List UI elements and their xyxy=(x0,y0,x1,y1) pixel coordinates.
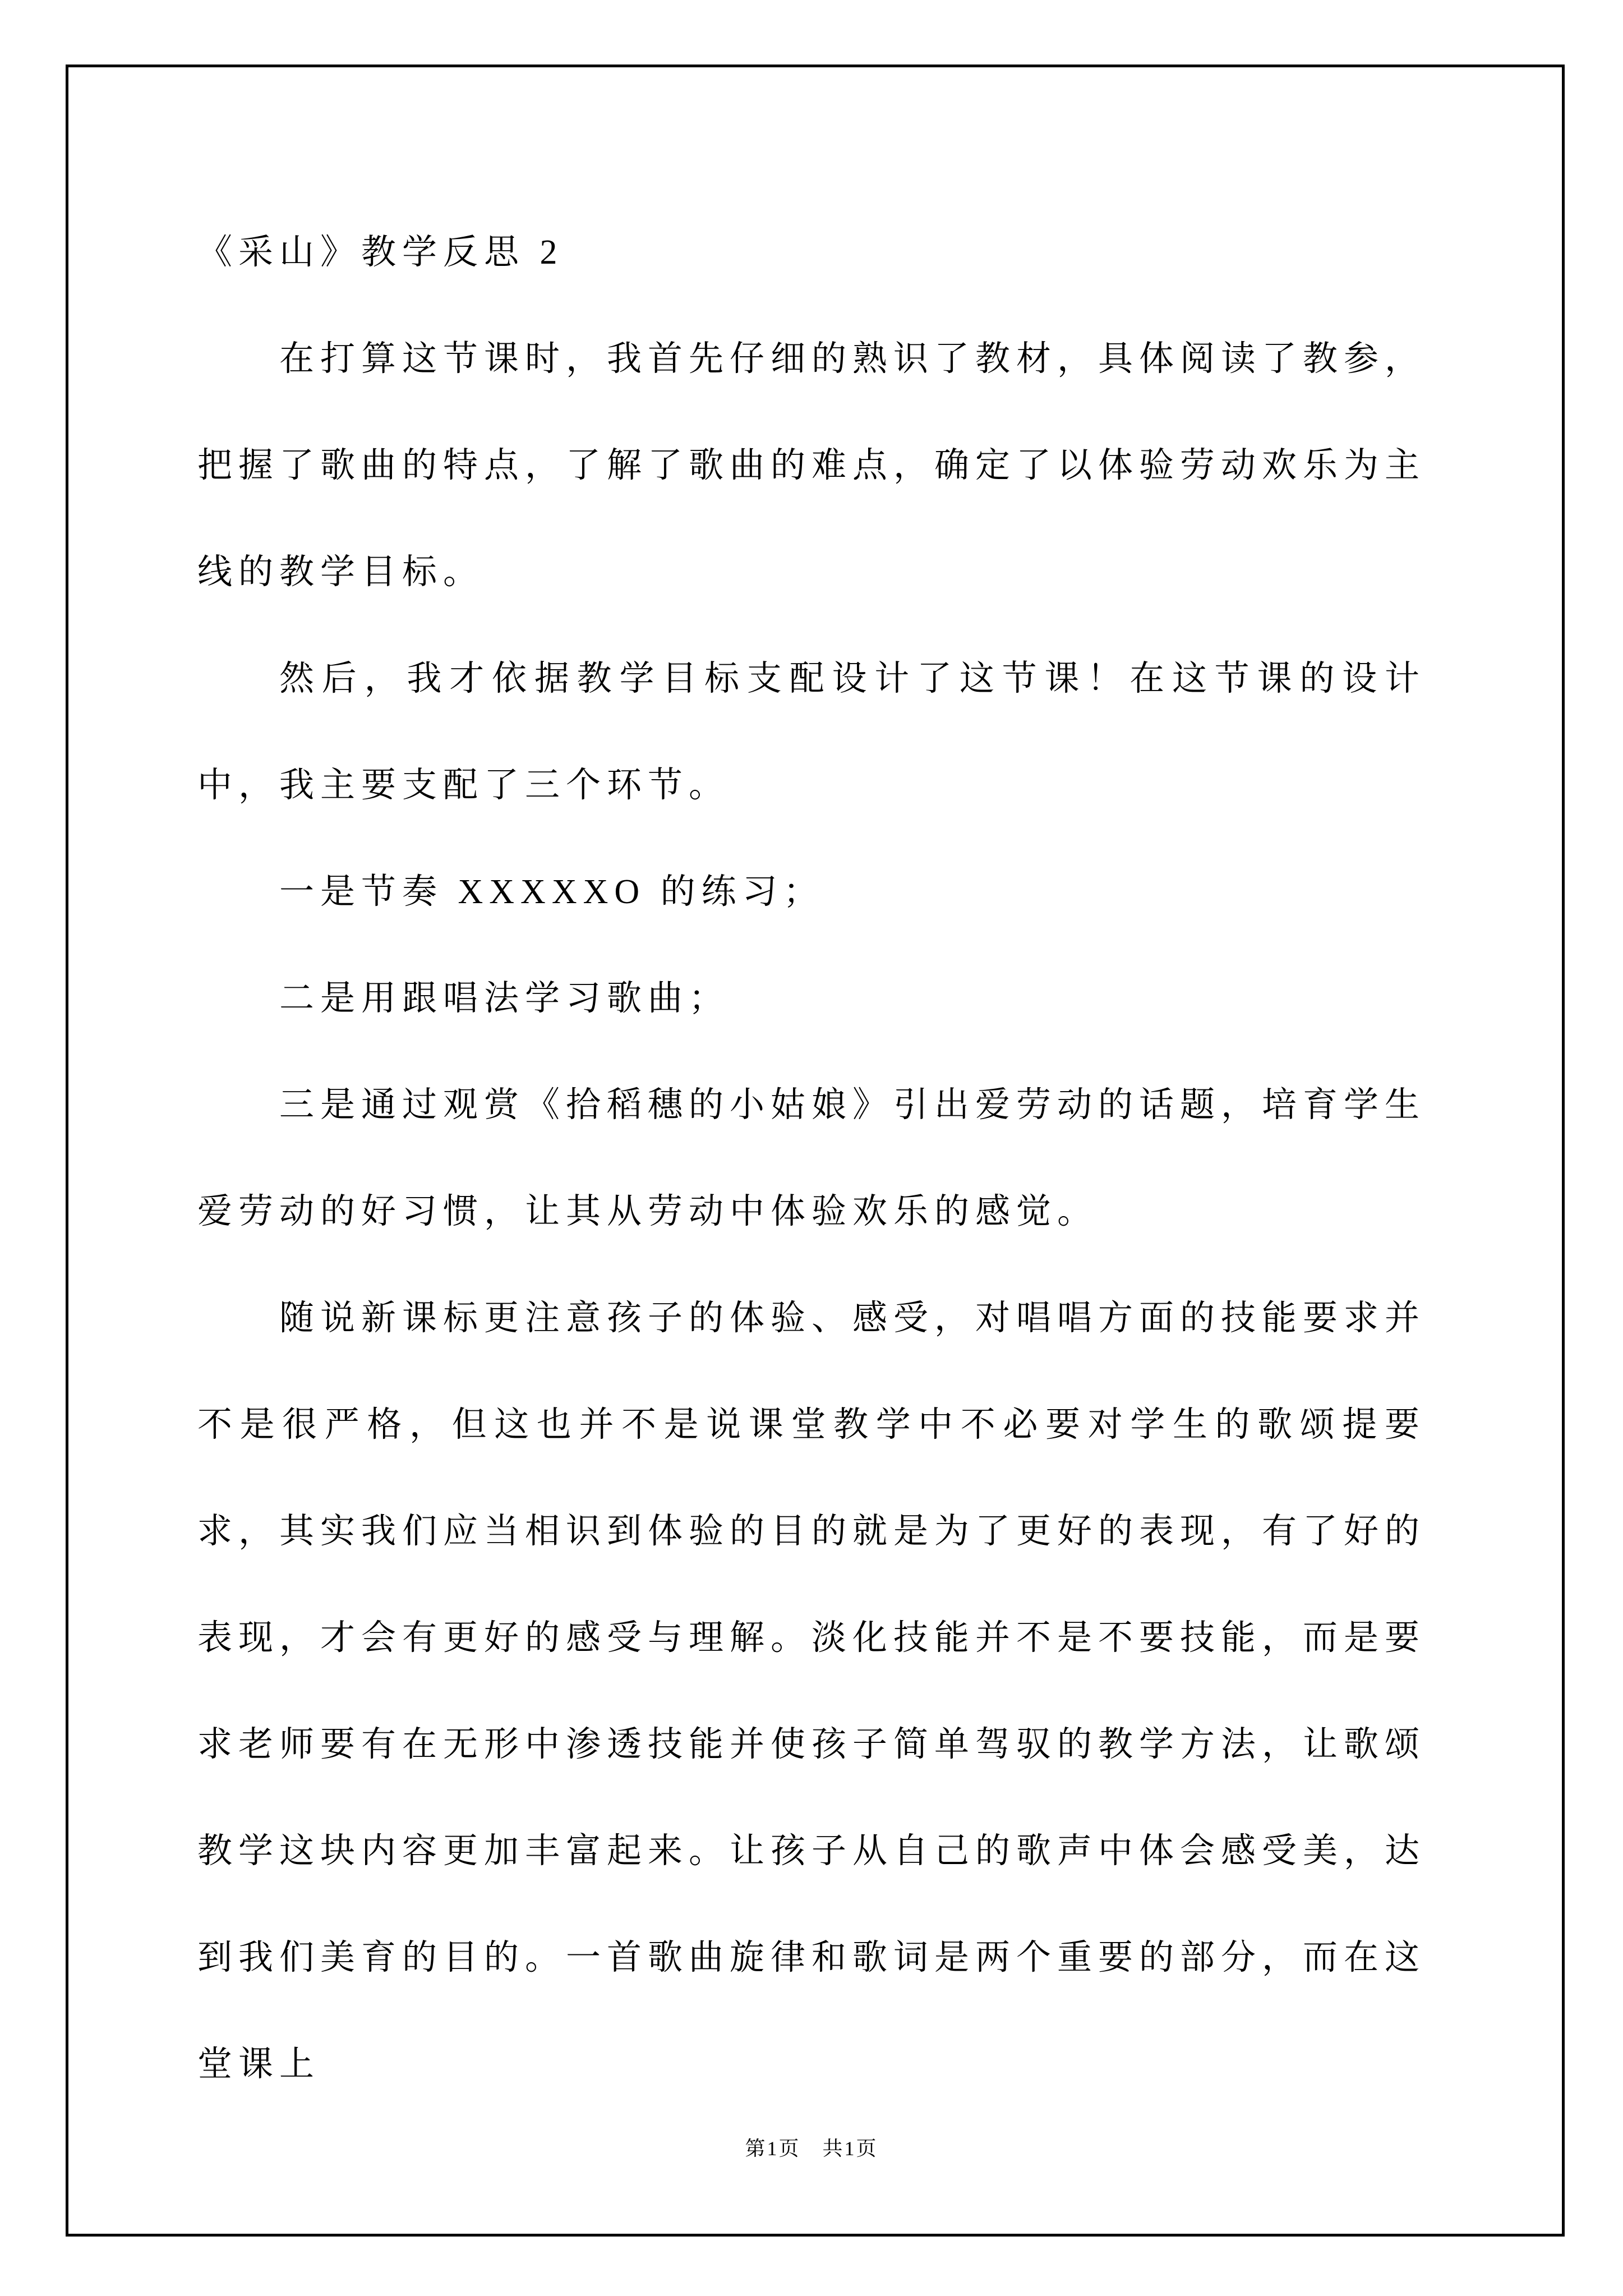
paragraph-step-one: 一是节奏 XXXXXO 的练习； xyxy=(279,873,824,911)
document-content xyxy=(197,199,1426,2118)
paragraph-step-two: 二是用跟唱法学习歌曲； xyxy=(279,979,730,1018)
page-footer: 第1页 共1页 xyxy=(745,2137,878,2160)
paragraph-reflection: 随说新课标更注意孩子的体验、感受，对唱唱方面的技能要求并不是很严格，但这也并不是说课堂教学中不必要对学生的歌颂提要求，其实我们应当相识到体验的目的就是为了更好的表现，有了好的表现，才会有更好的感受与理解。淡化技能并不是不要技能，而是要求老师要有在无形中渗透技能并使孩子简单驾驭的教学方法，让歌颂教学这块内容更加丰富起来。让孩子从自己的歌声中体会感受美，达到我们美育的目的。一首歌曲旋律和歌词是两个重要的部分，而在这堂课上 xyxy=(197,1299,1426,2083)
paragraph-preparation: 在打算这节课时，我首先仔细的熟识了教材，具体阅读了教参，把握了歌曲的特点，了解了歌曲的难点，确定了以体验劳动欢乐为主线的教学目标。 xyxy=(197,340,1426,591)
page-border xyxy=(66,65,1565,2237)
paragraph-step-three: 三是通过观赏《拾稻穗的小姑娘》引出爱劳动的话题，培育学生爱劳动的好习惯，让其从劳动中体验欢乐的感觉。 xyxy=(197,1086,1426,1231)
document-title: 《采山》教学反思 2 xyxy=(197,233,564,272)
paragraph-design: 然后，我才依据教学目标支配设计了这节课！在这节课的设计中，我主要支配了三个环节。 xyxy=(197,660,1426,804)
